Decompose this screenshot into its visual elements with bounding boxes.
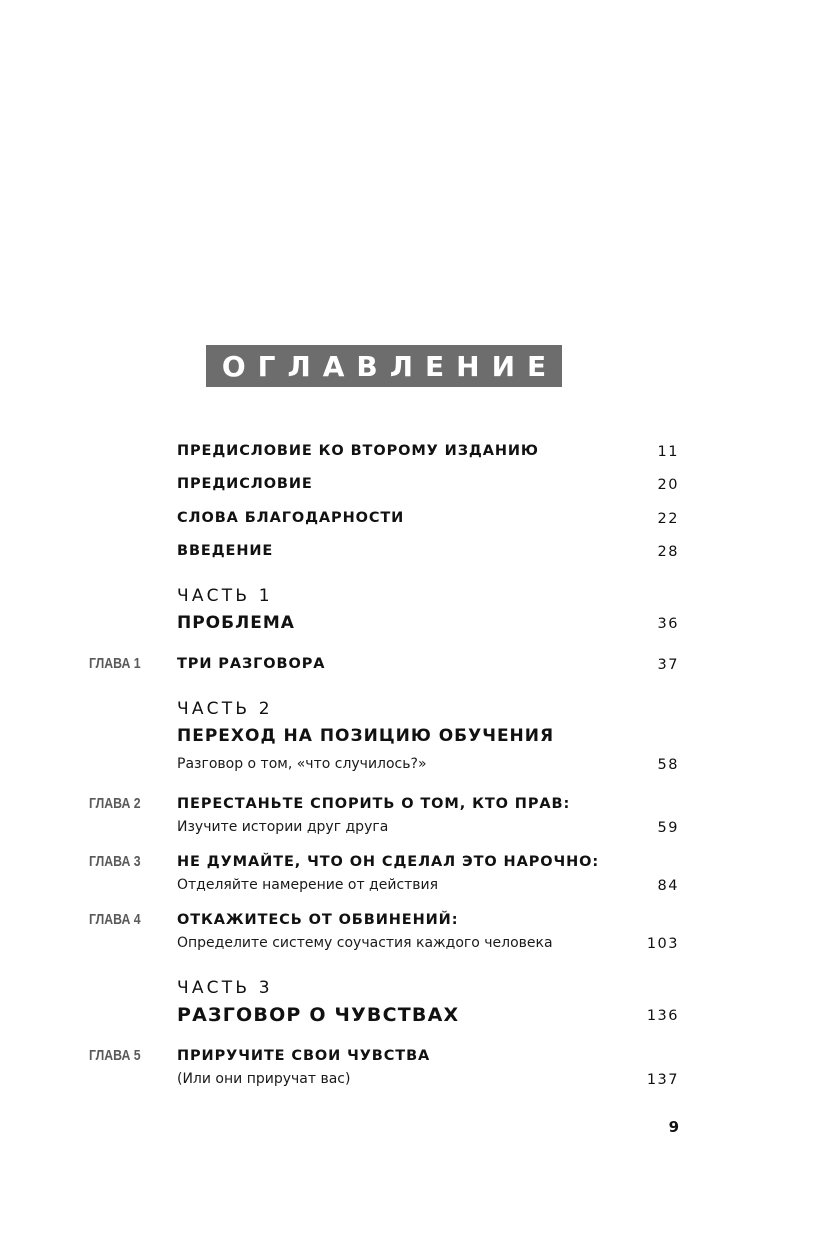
chapter-title[interactable]: ОТКАЖИТЕСЬ ОТ ОБВИНЕНИЙ: xyxy=(177,912,459,928)
chapter-page: 103 xyxy=(646,936,679,952)
chapter-label: ГЛАВА 1 xyxy=(89,655,141,672)
chapter-title[interactable]: ПЕРЕСТАНЬТЕ СПОРИТЬ О ТОМ, КТО ПРАВ: xyxy=(177,796,571,812)
part-subtitle: Разговор о том, «что случилось?» xyxy=(177,756,427,772)
chapter-title[interactable]: ПРИРУЧИТЕ СВОИ ЧУВСТВА xyxy=(177,1048,431,1064)
toc-entry-page: 20 xyxy=(657,477,679,493)
part-page: 136 xyxy=(646,1008,679,1024)
chapter-title[interactable]: НЕ ДУМАЙТЕ, ЧТО ОН СДЕЛАЛ ЭТО НАРОЧНО: xyxy=(177,854,600,870)
chapter-subtitle: Изучите истории друг друга xyxy=(177,819,389,835)
part-label: ЧАСТЬ 2 xyxy=(177,699,273,719)
toc-entry-title[interactable]: ВВЕДЕНИЕ xyxy=(177,543,274,559)
part-label: ЧАСТЬ 1 xyxy=(177,586,273,606)
page-number: 9 xyxy=(668,1118,679,1136)
part-label: ЧАСТЬ 3 xyxy=(177,978,273,998)
toc-entry-title[interactable]: ПРЕДИСЛОВИЕ xyxy=(177,476,313,492)
toc-heading-banner xyxy=(206,345,562,387)
toc-entry-page: 22 xyxy=(657,511,679,527)
chapter-label: ГЛАВА 3 xyxy=(89,853,141,870)
chapter-subtitle: (Или они приручат вас) xyxy=(177,1071,351,1087)
toc-entry-page: 11 xyxy=(657,444,679,460)
chapter-page: 137 xyxy=(646,1072,679,1088)
chapter-page: 37 xyxy=(657,657,679,673)
chapter-page: 59 xyxy=(657,820,679,836)
toc-entry-title[interactable]: ПРЕДИСЛОВИЕ КО ВТОРОМУ ИЗДАНИЮ xyxy=(177,443,539,459)
chapter-subtitle: Отделяйте намерение от действия xyxy=(177,877,439,893)
chapter-title[interactable]: ТРИ РАЗГОВОРА xyxy=(177,656,326,672)
chapter-label: ГЛАВА 5 xyxy=(89,1047,141,1064)
part-title[interactable]: ПЕРЕХОД НА ПОЗИЦИЮ ОБУЧЕНИЯ xyxy=(177,726,555,746)
part-page: 36 xyxy=(657,616,679,632)
chapter-label: ГЛАВА 2 xyxy=(89,795,141,812)
chapter-label: ГЛАВА 4 xyxy=(89,911,141,928)
part-title[interactable]: ПРОБЛЕМА xyxy=(177,613,295,633)
toc-heading: ОГЛАВЛЕНИЕ xyxy=(221,349,559,383)
part-page: 58 xyxy=(657,757,679,773)
toc-entry-title[interactable]: СЛОВА БЛАГОДАРНОСТИ xyxy=(177,510,405,526)
chapter-subtitle: Определите систему соучастия каждого человека xyxy=(177,935,553,951)
part-title[interactable]: РАЗГОВОР О ЧУВСТВАХ xyxy=(177,1004,460,1026)
chapter-page: 84 xyxy=(657,878,679,894)
toc-entry-page: 28 xyxy=(657,544,679,560)
